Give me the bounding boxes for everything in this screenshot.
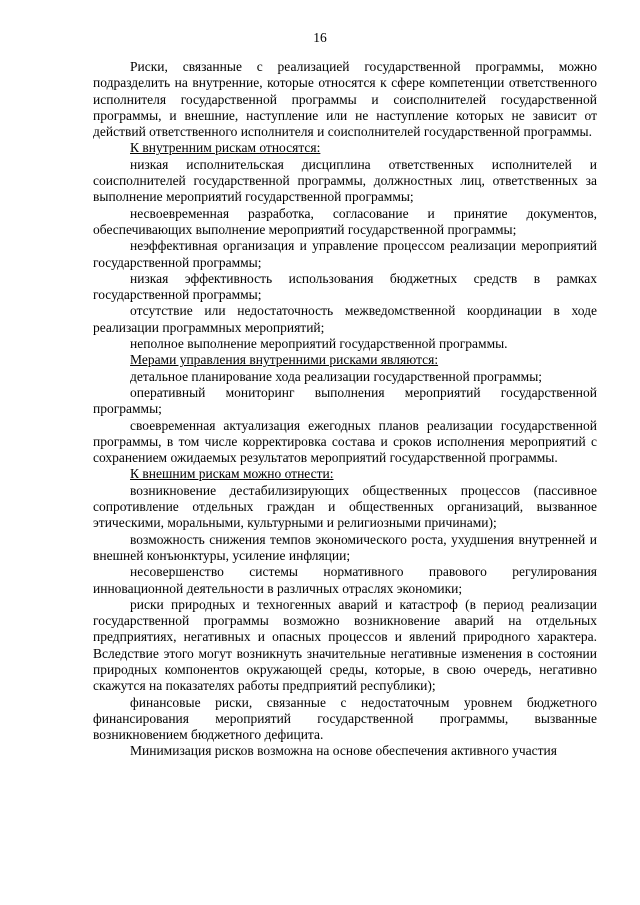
page-number: 16 — [313, 30, 327, 45]
body-text — [93, 59, 597, 760]
section-heading — [93, 466, 597, 482]
underlined-heading-text: Мерами управления внутренними рисками являются: — [130, 352, 439, 368]
paragraph: риски природных и техногенных аварий и катастроф (в период реализации государственной программы возможно возникновение аварий на отдельных предприятиях, негативных и опасных процессов и явлений природного характера. Вследствие этого могут возникнуть значительные негативные изменения в состоянии природных компонентов окружающей среды, которые, в свою очередь, негативно скажутся на показателях работы предприятий республики); — [93, 596, 597, 694]
paragraph: Минимизация рисков возможна на основе обеспечения активного участия — [130, 743, 557, 759]
paragraph: отсутствие или недостаточность межведомственной координации в ходе реализации программных мероприятий; — [93, 303, 597, 335]
paragraph: несовершенство системы нормативного правового регулирования инновационной деятельности в различных отраслях экономики; — [93, 564, 597, 596]
paragraph: неполное выполнение мероприятий государственной программы. — [130, 336, 508, 352]
underlined-heading-text: К внешним рискам можно отнести: — [130, 466, 334, 482]
paragraph: возможность снижения темпов экономического роста, ухудшения внутренней и внешней конъюнктуры, усиление инфляции; — [93, 531, 597, 563]
paragraph: возникновение дестабилизирующих общественных процессов (пассивное сопротивление отдельных граждан и общественных организаций, вызванное этическими, моральными, культурными и религиозными причинами); — [93, 482, 597, 531]
section-heading — [93, 352, 597, 368]
paragraph: низкая эффективность использования бюджетных средств в рамках государственной программы; — [93, 270, 597, 303]
underlined-heading-text: К внутренним рискам относятся: — [130, 140, 321, 156]
paragraph: оперативный мониторинг выполнения мероприятий государственной программы; — [93, 384, 597, 417]
paragraph: низкая исполнительская дисциплина ответственных исполнителей и соисполнителей государственной программы, должностных лиц, ответственных за выполнение мероприятий государственной программы; — [93, 156, 597, 205]
section-heading — [93, 140, 597, 156]
paragraph: несвоевременная разработка, согласование и принятие документов, обеспечивающих выполнение мероприятий государственной программы; — [93, 205, 597, 237]
paragraph: финансовые риски, связанные с недостаточным уровнем бюджетного финансирования мероприятий государственной программы, вызванные возникновением бюджетного дефицита. — [93, 694, 597, 743]
paragraph: Риски, связанные с реализацией государственной программы, можно подразделить на внутренние, которые относятся к сфере компетенции ответственного исполнителя государственной программы и соисполнителей государственной программы, и внешние, наступление или не наступление которых не зависит от действий ответственного исполнителя и соисполнителей государственной программы. — [93, 59, 597, 140]
paragraph: детальное планирование хода реализации государственной программы; — [130, 368, 543, 384]
paragraph: неэффективная организация и управление процессом реализации мероприятий государственной программы; — [93, 238, 597, 270]
paragraph: своевременная актуализация ежегодных планов реализации государственной программы, в том числе корректировка состава и сроков исполнения мероприятий с сохранением ожидаемых результатов мероприятий государственной программы. — [93, 417, 597, 466]
